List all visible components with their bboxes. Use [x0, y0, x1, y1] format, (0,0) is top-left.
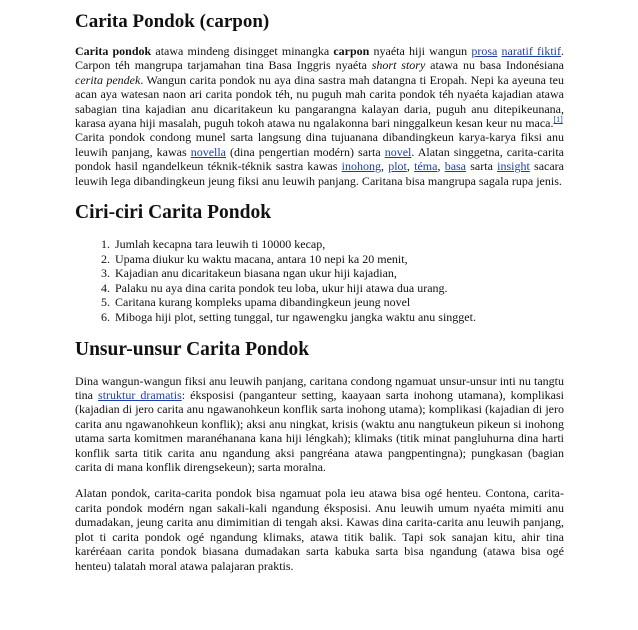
list-item: 1. Jumlah kecapna tara leuwih ti 10000 kecap, — [113, 237, 564, 252]
section-heading-ciri-ciri: Ciri-ciri Carita Pondok — [75, 202, 272, 224]
intro-paragraph: Carita pondok atawa mindeng disingget minangka carpon nyaéta hiji wangun prosa naratif fiktif. Carpon téh mangrupa tarjamahan tina Basa Inggris nyaéta short story atawa nu basa Indonésiana cerita pendek. Wangun carita pondok nu aya dina sastra mah datangna ti Eropah. Nepi ka ayeuna teu acan aya watesan naon ari carita pondok téh, nu puguh mah carita pondok téh nyaéta kajadian atawa sabagian tina kajadian anu dicaritakeun ku pangarangna kalayan daria, puguh anu ditepikeunana, karasa ayana hiji masalah, puguh tokoh atawa nu ngalakonna bari ninggalkeun kesan keur nu maca.[1] Carita pondok condong munel sarta langsung dina tujuanana dibandingkeun karya-karya fiksi anu leuwih panjang, kawas novella (dina pengertian modérn) sarta novel. Alatan singgetna, carita-carita pondok hasil ngandelkeun téknik-téknik sastra kawas inohong, plot, téma, basa sarta insight sacara leuwih lega dibandingkeun jeung fiksi anu leuwih panjang. Caritana bisa mangrupa sagala rupa jenis. — [75, 44, 565, 188]
link-prosa[interactable]: prosa — [471, 44, 498, 58]
link-basa[interactable]: basa — [444, 159, 467, 174]
list-item: 4. Palaku nu aya dina carita pondok teu loba, ukur hiji atawa dua urang. — [113, 281, 564, 296]
term-carita-pondok: Carita pondok — [75, 44, 152, 58]
list-item: 2. Upama diukur ku waktu macana, antara 10 nepi ka 20 menit, — [113, 252, 564, 267]
article-body — [75, 10, 564, 573]
link-naratif-fiktif[interactable]: naratif fiktif — [501, 44, 562, 58]
link-plot[interactable]: plot — [388, 159, 407, 174]
term-carpon: carpon — [333, 44, 370, 58]
list-item: 3. Kajadian anu dicaritakeun biasana ngan ukur hiji kajadian, — [113, 266, 564, 281]
link-novella[interactable]: novella — [190, 144, 227, 159]
reference-link-1[interactable]: [1] — [553, 115, 563, 125]
page-title: Carita Pondok (carpon) — [75, 11, 270, 32]
unsur-paragraph-1: Dina wangun-wangun fiksi anu leuwih panjang, caritana condong ngamuat unsur-unsur inti nu tangtu tina struktur dramatis: éksposisi (panganteur setting, kaayaan sarta inohong utamana), komplikasi (kajadian di jero carita anu ngawanohkeun konflik sarta inohong utama); komplikasi (kajadian di jero carita anu ngawanohkeun konflik); aksi anu ningkat, krisis (waktu anu nangtukeun pikeun si inohong utama sarta komitmen maranéhanana kana hiji léngkah); klimaks (titik minat pangluhurna dina harti konflik sarta titik carita anu ngandung aksi pangréana atawa pangpentingna); pungkasan (bagian carita di mana konflik direngsekeun); sarta moralna. — [75, 373, 565, 475]
link-insight[interactable]: insight — [497, 159, 530, 174]
list-item: 6. Miboga hiji plot, setting tunggal, tur ngawengku jangka waktu anu singget. — [113, 310, 564, 325]
link-novel[interactable]: novel — [384, 144, 412, 159]
list-item: 5. Caritana kurang kompleks upama dibandingkeun jeung novel — [113, 295, 564, 310]
characteristics-list — [75, 237, 564, 325]
link-struktur-dramatis[interactable]: struktur dramatis — [98, 388, 182, 403]
link-tema[interactable]: téma — [414, 159, 438, 174]
link-inohong[interactable]: inohong — [341, 159, 381, 174]
unsur-paragraph-2: Alatan pondok, carita-carita pondok bisa ngamuat pola ieu atawa bisa ogé henteu. Contona, carita-carita pondok modérn ngan sakali-kali ngandung éksposisi. Anu leuwih umum nyaéta mimiti anu dumadakan, jeung carita anu dimimitian di tengah aksi. Kawas dina carita-carita anu leuwih panjang, plot ti carita pondok ogé ngandung klimaks, atawa titik balik. Tapi sok sanajan kitu, ahir tina karéréaan carita pondok biasana dumadakan sarta kabuka sarta bisa ngandung (atawa bisa ogé henteu) talatah moral atawa palajaran praktis. — [75, 486, 564, 573]
section-heading-unsur-unsur: Unsur-unsur Carita Pondok — [75, 338, 310, 360]
